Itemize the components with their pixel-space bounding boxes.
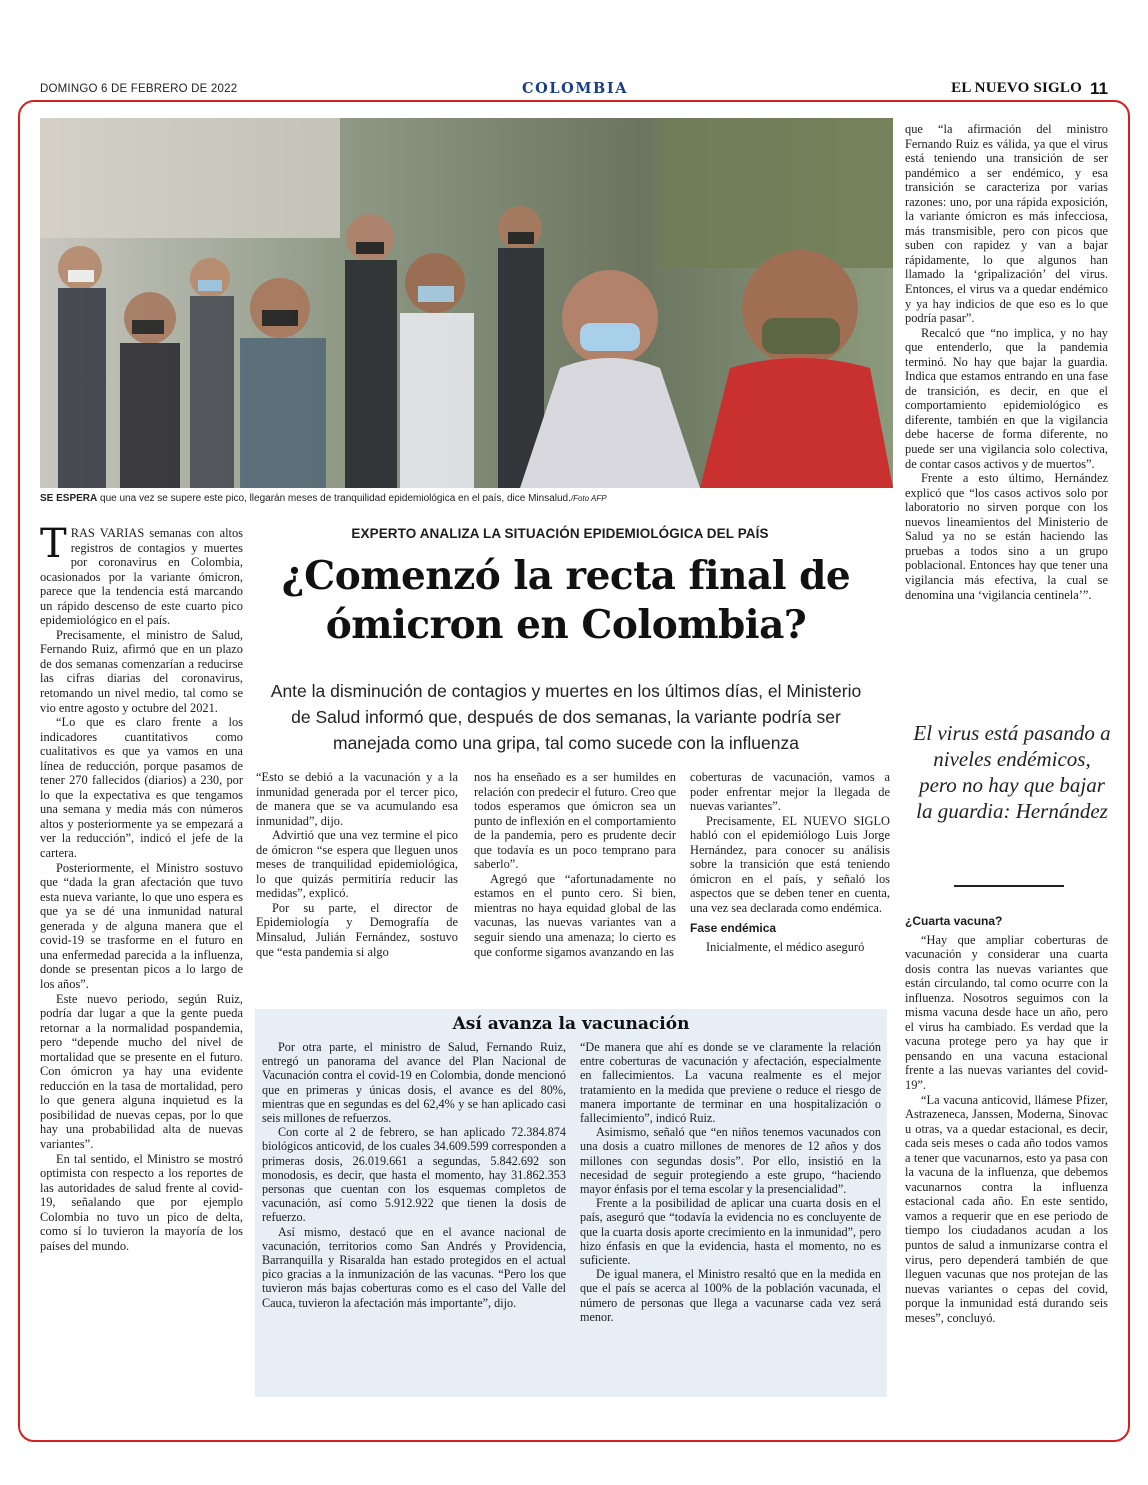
vaccination-box-left xyxy=(262,1040,566,1310)
right-column-bottom xyxy=(905,908,1108,1325)
vaccination-box-right xyxy=(580,1040,881,1324)
paragraph: “Esto se debió a la vacunación y a la inmunidad generada por el tercer pico, de manera que se va acumulando esa inmunidad”, dijo. xyxy=(256,770,458,828)
section-name: COLOMBIA xyxy=(522,80,629,97)
column-4 xyxy=(690,770,890,955)
caption-lead: SE ESPERA xyxy=(40,493,98,504)
paragraph: Precisamente, el ministro de Salud, Fernando Ruiz, afirmó que en un plazo de dos semanas comenzarían a reducirse las cifras diarias del coronavirus, retomando un nivel medio, tal como se vio entre agosto y octubre del 2021. xyxy=(40,627,243,715)
paragraph: Por otra parte, el ministro de Salud, Fernando Ruiz, entregó un panorama del avance del Plan Nacional de Vacunación contra el covid-19 en Colombia, donde mencionó que en primeras y únicas dosis, el avance es del 80%, mientras que en segundas es del 62,4% y se han aplicado casi seis millones de refuerzos. xyxy=(262,1040,566,1126)
drop-cap: T xyxy=(40,521,67,567)
photo-caption xyxy=(40,493,900,504)
headline-line-1: ¿Comenzó la recta final de xyxy=(281,553,851,599)
subhead-fase-endemica: Fase endémica xyxy=(690,921,777,936)
paragraph: Inicialmente, el médico aseguró xyxy=(706,940,865,955)
paragraph: Con corte al 2 de febrero, se han aplicado 72.384.874 biológicos anticovid, de los cuales 34.609.599 corresponden a primeras dosis, 26.019.661 a segundas, 5.842.692 son monodosis, es decir, que hasta el momento, hay 31.862.353 personas que cuentan con los esquemas completos de vacunación, así como 5.912.922 que tienen la dosis de refuerzo. xyxy=(262,1125,566,1225)
paragraph: Posteriormente, el Ministro sostuvo que “dada la gran afectación que tuvo esta nueva variante, lo que uno espera es que ya se dé una inmunidad natural generada y de alguna manera que el covid-19 se trasforme en el futuro en una enfermedad parecida a la influenza, donde se presentan picos a lo largo de los años”. xyxy=(40,860,243,991)
paragraph: “La vacuna anticovid, llámese Pfizer, Astrazeneca, Janssen, Moderna, Sinovac u otras, va a quedar estacional, es decir, cada seis meses o cada año todos vamos a tener que vacunarnos, esto ya pasa con la vacuna de la influenza, que debemos vacunarnos contra la influenza estacional cada año. En este sentido, vamos a requerir que en ese periodo de tiempo los ciudadanos acudan a los puntos de salud a inmunizarse contra el virus, pero dependerá también de que lleguen vacunas que nos protejan de las nuevas variantes o cepas del covid, porque la inmunidad está durando seis meses”, concluyó. xyxy=(905,1092,1108,1325)
paragraph: Por su parte, el director de Epidemiología y Demografía de Minsalud, Julián Fernández, sostuvo que “esta pandemia si algo xyxy=(256,900,458,959)
paragraph: Así mismo, destacó que en el avance nacional de vacunación, territorios como San Andrés y Providencia, Barranquilla y Risaralda han estado protegidos en el actual pico gracias a la inmunización de las vacunas. “Pero los que tuvieron más bajas coberturas como es el caso del Valle del Cauca, tuvieron la afectación más importante”, dijo. xyxy=(262,1224,566,1310)
newspaper-name: EL NUEVO SIGLO xyxy=(951,80,1082,96)
paragraph: coberturas de vacunación, vamos a poder enfrentar mejor la llegada de nuevas variantes”. xyxy=(690,770,890,814)
paragraph: En tal sentido, el Ministro se mostró optimista con respecto a los reportes de las autoridades de salud frente al covid-19, señalando que por ejemplo Colombia no tuvo un pico de delta, como sí lo tuvieron la mayoría de los países del mundo. xyxy=(40,1151,243,1253)
paragraph: Frente a esto último, Hernández explicó que “los casos activos solo por laboratorio no sirven porque con los nuevos lineamientos del Ministerio de Salud ya no se están haciendo las pruebas a todos sino a un grupo poblacional. Entonces hay que tener una vigilancia más efectiva, la cual se denomina una ‘vigilancia centinela’”. xyxy=(905,471,1108,602)
paragraph: Precisamente, EL NUEVO SIGLO habló con el epidemiólogo Luis Jorge Hernández, para conocer su análisis sobre la transición que está teniendo ómicron en el país, y señaló los aspectos que se deben tener en cuenta, una vez sea declarada como endémica. xyxy=(690,813,890,915)
paragraph: Recalcó que “no implica, y no hay que entenderlo, que la pandemia terminó. No hay que bajar la guardia. Indica que estamos entrando en una fase de transición, es decir, en que el comportamiento epidemiológico es diferente, también en que la vigilancia debe hacerse de forma diferente, no puede ser una vigilancia solo colectiva, de contar casos activos y de muertos”. xyxy=(905,325,1108,471)
paragraph: nos ha enseñado es a ser humildes en relación con predecir el futuro. Creo que todos esperamos que ómicron sea un punto de inflexión en el comportamiento de la pandemia, pero es prudente decir que todavía es un poco temprano para saberlo”. xyxy=(474,770,676,872)
vaccination-box-title: Así avanza la vacunación xyxy=(452,1014,690,1034)
article-kicker: EXPERTO ANALIZA LA SITUACIÓN EPIDEMIOLÓGICA DEL PAÍS xyxy=(351,526,769,541)
paragraph: “Lo que es claro frente a los indicadores cuantitativos como cualitativos es que ya vamos en una línea de reducción, porque pasamos de tener 270 fallecidos (diarios) a 230, por lo que la expectativa es que tengamos una semana y media más con números altos y posteriormente ya se empezará a ver la reducción”, indicó el jefe de la cartera. xyxy=(40,715,243,861)
article-photo xyxy=(40,118,893,488)
page-header xyxy=(40,80,1108,100)
paragraph: De igual manera, el Ministro resaltó que en la medida en que el país se acerca al 100% de la población vacunada, el número de personas que llega a vacunarse cada vez será menor. xyxy=(580,1267,881,1324)
paragraph: “Hay que ampliar coberturas de vacunación y considerar una cuarta dosis contra las nuevas variantes que están circulando, tal como ocurre con la influenza. Nosotros seguimos con la misma vacuna desde hace un año, pero el virus ha cambiado. Es verdad que la vacuna protege pero ya hay que ir pensando en una vacuna estacional frente a las nuevas variantes del covid-19”. xyxy=(905,932,1108,1093)
caption-text: que una vez se supere este pico, llegarán meses de tranquilidad epidemiológica en el país, dice Minsalud. xyxy=(97,493,571,504)
page-number: 11 xyxy=(1090,79,1108,98)
crowd-photo-illustration xyxy=(40,118,893,488)
article-headline xyxy=(262,552,870,650)
pull-quote-rule xyxy=(954,885,1064,887)
left-column xyxy=(40,521,243,1253)
right-column-top xyxy=(905,122,1108,602)
issue-date: DOMINGO 6 DE FEBRERO DE 2022 xyxy=(40,83,238,95)
column-3 xyxy=(474,770,676,959)
column-2 xyxy=(256,770,458,959)
pull-quote: El virus está pasando a niveles endémicos, pero no hay que bajar la guardia: Hernández xyxy=(913,721,1111,823)
headline-line-2: ómicron en Colombia? xyxy=(325,602,807,648)
lead-paragraph xyxy=(40,521,243,628)
paragraph: que “la afirmación del ministro Fernando Ruiz es válida, ya que el virus está teniendo una transición de ser pandémico a ser endémico, y esa transición se caracteriza por varias razones: uno, por una rápida exposición, la variante ómicron es más infecciosa, más transmisible, pero con picos que suben con rapidez y van a bajar rápidamente, lo que algunos han llamado la ‘gripalización’ del virus. Entonces, el virus va a quedar endémico y ya hay indicios de que eso es lo que podría pasar”. xyxy=(905,122,1108,326)
paragraph: “De manera que ahí es donde se ve claramente la relación entre coberturas de vacunación y afectación, especialmente en fallecimientos. La vacuna realmente es el mejor tratamiento en la medida que previene o reduce el riesgo de manera importante de terminar en una hospitalización o fallecimiento”, indicó Ruiz. xyxy=(580,1040,881,1126)
caption-credit: /Foto AFP xyxy=(570,494,607,503)
paragraph: Agregó que “afortunadamente no estamos en el punto cero. Si bien, mientras no haya equidad global de las vacunas, las nuevas variantes van a seguir siendo una amenaza; lo cierto es que conforme sigamos avanzando en las xyxy=(474,871,676,959)
paragraph: Frente a la posibilidad de aplicar una cuarta dosis en el país, aseguró que “todavía la evidencia no es concluyente de que la cuarta dosis aporte crecimiento en la inmunidad”, pero hizo énfasis en que la evidencia, hasta el momento, no es suficiente. xyxy=(580,1196,881,1268)
subhead-cuarta-vacuna: ¿Cuarta vacuna? xyxy=(905,914,1003,928)
article-deck: Ante la disminución de contagios y muertes en los últimos días, el Ministerio de Salud informó que, después de dos semanas, la variante podría ser manejada como una gripa, tal como sucede con la influenza xyxy=(270,681,862,753)
lead-text: RAS VARIAS semanas con altos registros de contagios y muertes por coronavirus en Colombia, ocasionados por la variante ómicron, parece que la tendencia está marcando un rápido descenso de este cuarto pico epidemiológico en el país. xyxy=(40,526,243,628)
paragraph: Asimismo, señaló que “en niños tenemos vacunados con una dosis a cuatro millones de menores de 12 años y dos millones con segundas dosis”. Por ello, insistió en la necesidad de seguir protegiendo a este grupo, “haciendo mayor énfasis por el tema escolar y la presencialidad”. xyxy=(580,1125,881,1197)
paragraph: Este nuevo periodo, según Ruiz, podría dar lugar a que la gente pueda retornar a la normalidad pospandemia, pero “depende mucho del nivel de mortalidad que se presente en el futuro. Con ómicron ya hay una evidente reducción en la tasa de mortalidad, pero lo que genera alguna inquietud es la posibilidad de nuevas cepas, por lo que hay una probabilidad alta de nuevas variantes”. xyxy=(40,991,243,1151)
paragraph: Advirtió que una vez termine el pico de ómicron “se espera que lleguen unos meses de tranquilidad epidemiológica, lo que quizás permitiría reducir las medidas”, explicó. xyxy=(256,828,458,901)
